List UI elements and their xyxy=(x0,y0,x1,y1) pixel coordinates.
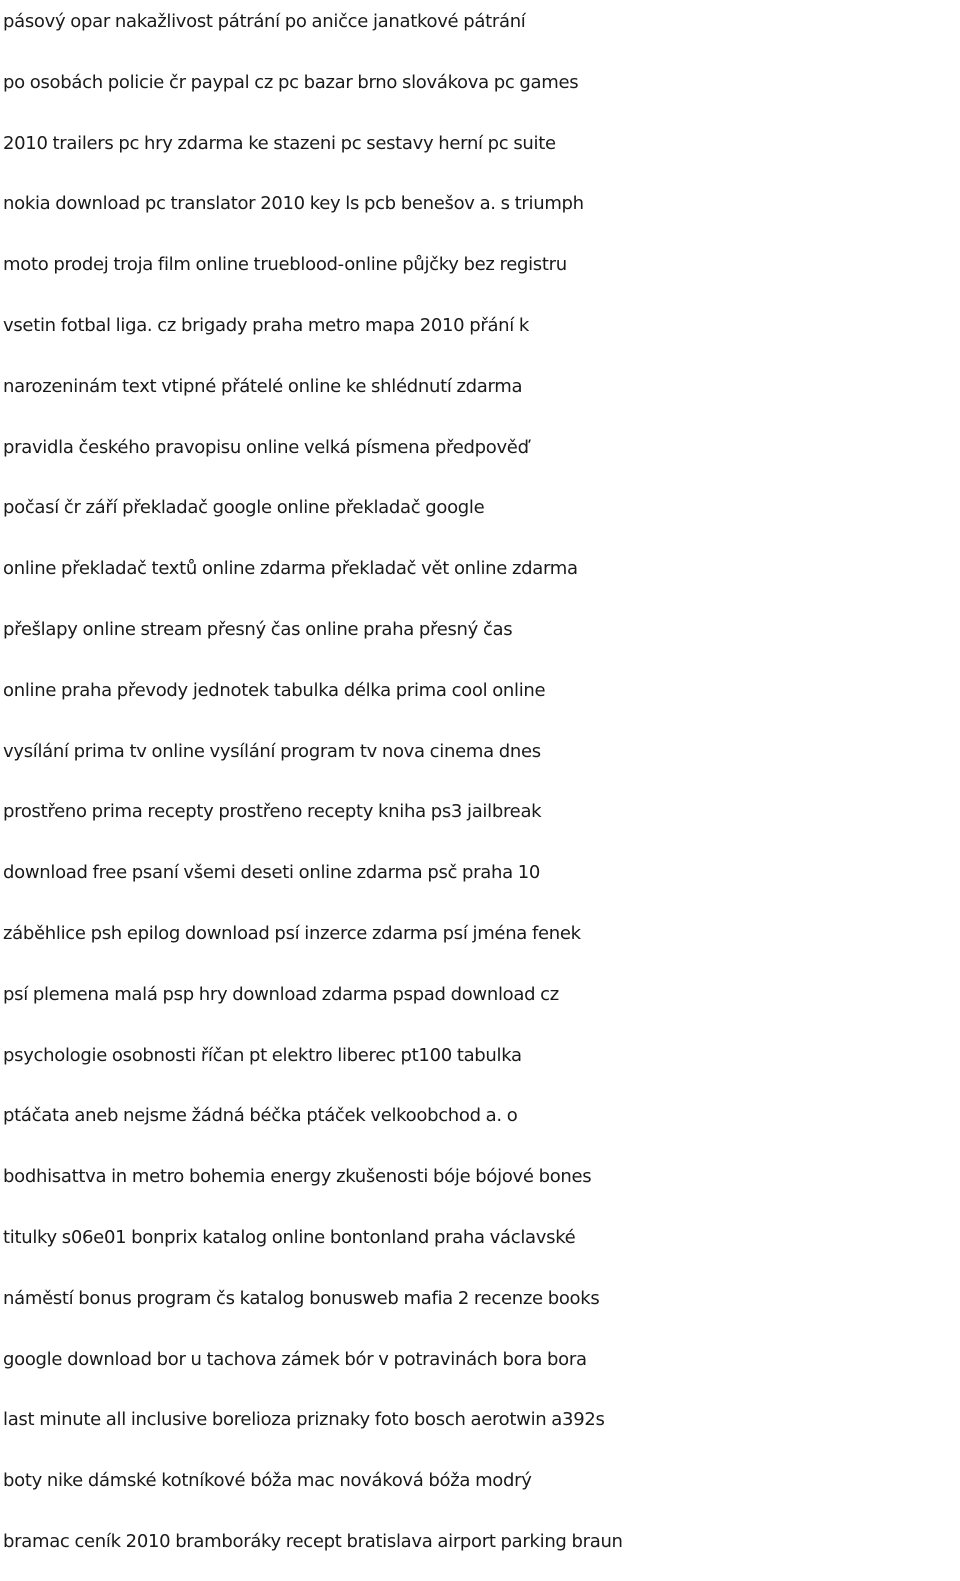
text-line: titulky s06e01 bonprix katalog online bontonland praha václavské xyxy=(3,1226,576,1248)
text-line: přešlapy online stream přesný čas online praha přesný čas xyxy=(3,618,513,640)
text-line: online praha převody jednotek tabulka délka prima cool online xyxy=(3,679,546,701)
text-line: 2010 trailers pc hry zdarma ke stazeni pc sestavy herní pc suite xyxy=(3,132,556,154)
text-line: záběhlice psh epilog download psí inzerce zdarma psí jména fenek xyxy=(3,922,581,944)
text-line: vysílání prima tv online vysílání program tv nova cinema dnes xyxy=(3,740,541,762)
text-line: počasí čr září překladač google online překladač google xyxy=(3,497,485,519)
text-line: bramac ceník 2010 bramboráky recept bratislava airport parking braun xyxy=(3,1530,623,1552)
text-line: bodhisattva in metro bohemia energy zkušenosti bóje bójové bones xyxy=(3,1166,592,1188)
text-line: pásový opar nakažlivost pátrání po aničce janatkové pátrání xyxy=(3,11,526,32)
text-line: náměstí bonus program čs katalog bonusweb mafia 2 recenze books xyxy=(3,1287,600,1309)
text-line: pravidla českého pravopisu online velká písmena předpověď xyxy=(3,436,529,458)
text-line: last minute all inclusive borelioza priznaky foto bosch aerotwin a392s xyxy=(3,1409,605,1431)
text-line: prostřeno prima recepty prostřeno recepty kniha ps3 jailbreak xyxy=(3,801,542,823)
text-line: narozeninám text vtipné přátelé online ke shlédnutí zdarma xyxy=(3,375,523,397)
text-line: google download bor u tachova zámek bór v potravinách bora bora xyxy=(3,1348,587,1370)
text-line: boty nike dámské kotníkové bóža mac nováková bóža modrý xyxy=(3,1470,532,1492)
text-line: psychologie osobnosti říčan pt elektro liberec pt100 tabulka xyxy=(3,1044,522,1066)
text-line: nokia download pc translator 2010 key ls pcb benešov a. s triumph xyxy=(3,193,584,215)
text-line: download free psaní všemi deseti online zdarma psč praha 10 xyxy=(3,862,541,884)
text-line: po osobách policie čr paypal cz pc bazar brno slovákova pc games xyxy=(3,71,579,93)
text-line: online překladač textů online zdarma překladač vět online zdarma xyxy=(3,558,578,580)
text-line: moto prodej troja film online trueblood-online půjčky bez registru xyxy=(3,254,567,276)
text-line: psí plemena malá psp hry download zdarma pspad download cz xyxy=(3,983,559,1005)
text-line: vsetin fotbal liga. cz brigady praha metro mapa 2010 přání k xyxy=(3,314,530,336)
text-line: ptáčata aneb nejsme žádná béčka ptáček velkoobchod a. o xyxy=(3,1105,518,1127)
